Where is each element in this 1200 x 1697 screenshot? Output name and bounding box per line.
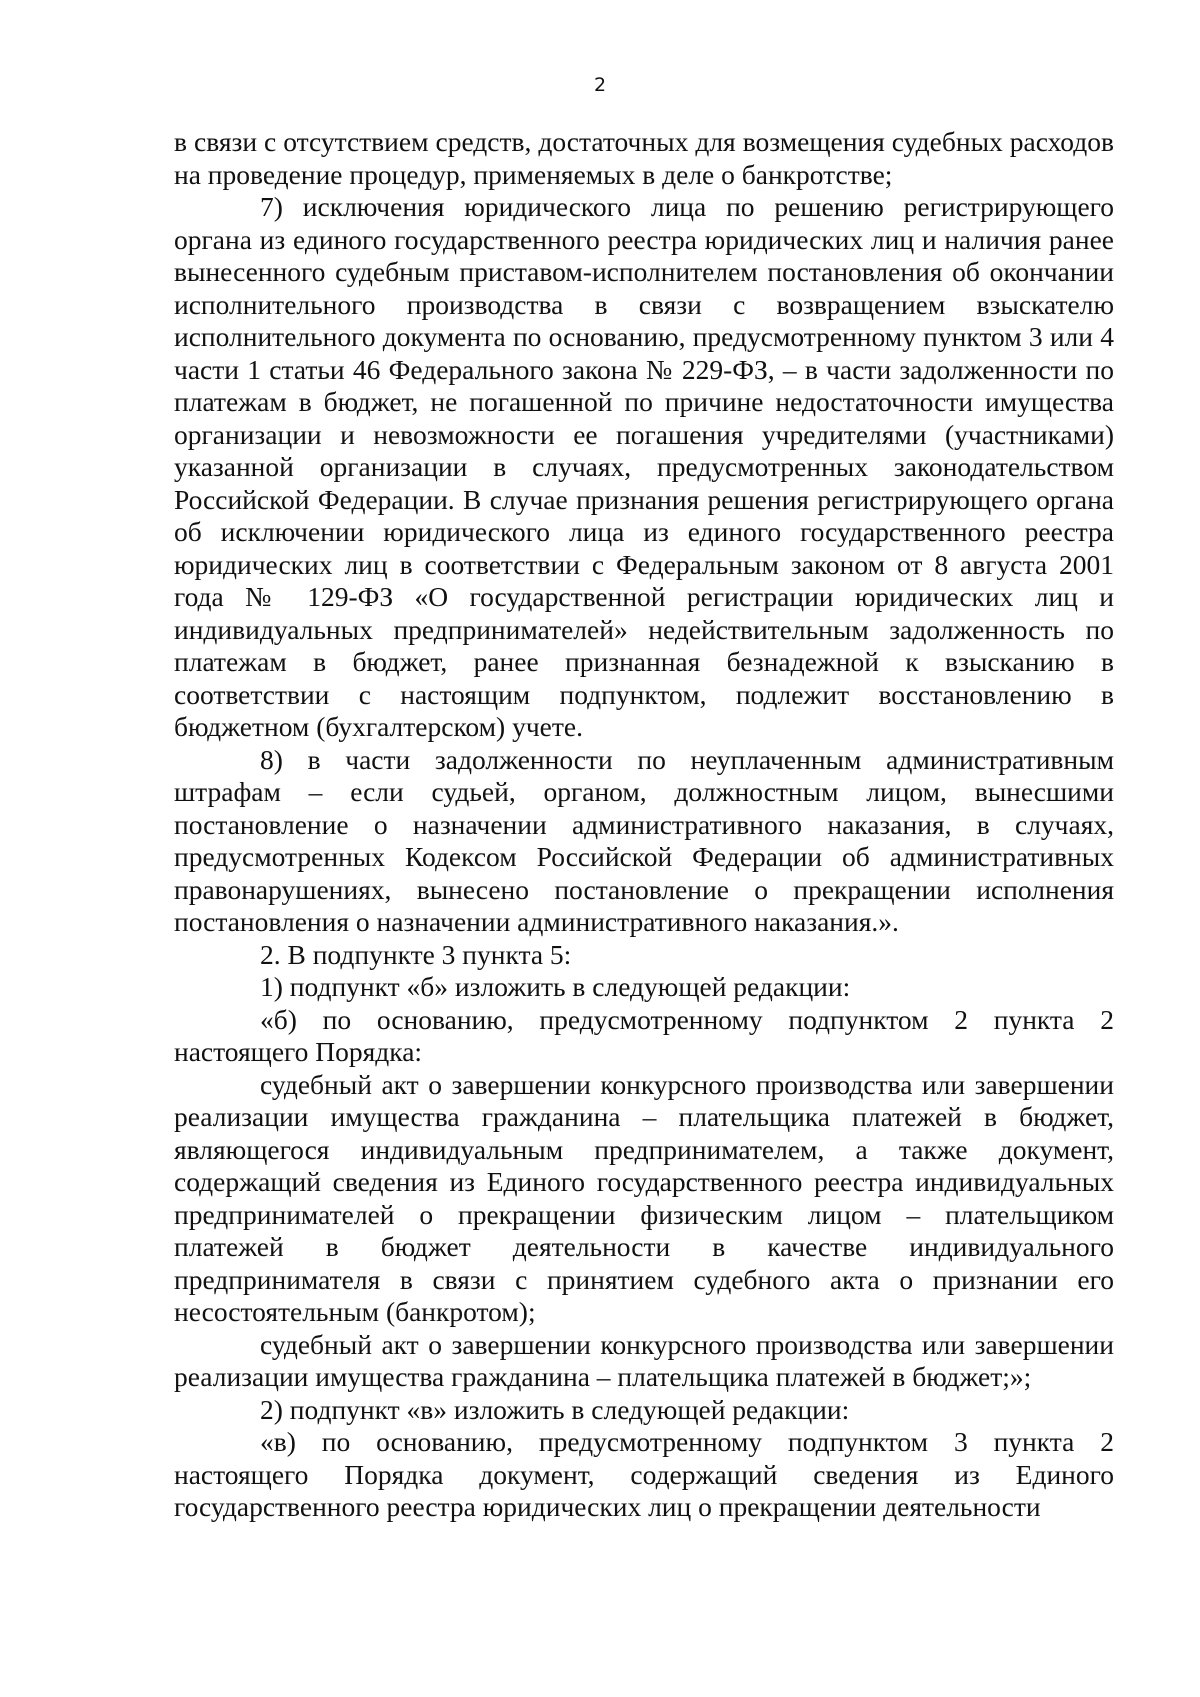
document-body <box>174 126 1114 1524</box>
paragraph-subitem-2: 2) подпункт «в» изложить в следующей редакции: <box>260 1393 850 1425</box>
paragraph-continuation: в связи с отсутствием средств, достаточных для возмещения судебных расходов на проведение процедур, применяемых в деле о банкротстве; <box>174 126 1114 190</box>
paragraph-item-8: 8) в части задолженности по неуплаченным административным штрафам – если судьей, органом, должностным лицом, вынесшими постановление о назначении административного наказания, в случаях, предусмотренных Кодексом Российской Федерации об административных правонарушениях, вынесено постановление о прекращении исполнения постановления о назначении административного наказания.». <box>174 743 1114 937</box>
paragraph-court-act-1: судебный акт о завершении конкурсного производства или завершении реализации имущества гражданина – плательщика платежей в бюджет, являющегося индивидуальным предпринимателем, а также документ, содержащий сведения из Единого государственного реестра индивидуальных предпринимателей о прекращении физическим лицом – плательщиком платежей в бюджет деятельности в качестве индивидуального предпринимателя в связи с принятием судебного акта о признании его несостоятельным (банкротом); <box>174 1068 1114 1327</box>
paragraph-subitem-1: 1) подпункт «б» изложить в следующей редакции: <box>260 971 851 1002</box>
paragraph-quote-b: «б) по основанию, предусмотренному подпунктом 2 пункта 2 настоящего Порядка: <box>174 1003 1114 1067</box>
paragraph-quote-v: «в) по основанию, предусмотренному подпунктом 3 пункта 2 настоящего Порядка документ, содержащий сведения из Единого государственного реестра юридических лиц о прекращении деятельности <box>174 1426 1114 1522</box>
paragraph-item-7: 7) исключения юридического лица по решению регистрирующего органа из единого государственного реестра юридических лиц и наличия ранее вынесенного судебным приставом-исполнителем постановления об окончании исполнительного производства в связи с возвращением взыскателю исполнительного документа по основанию, предусмотренному пунктом 3 или 4 части 1 статьи 46 Федерального закона № 229-ФЗ, – в части задолженности по платежам в бюджет, не погашенной по причине недостаточности имущества организации и невозможности ее погашения учредителями (участниками) указанной организации в случаях, предусмотренных законодательством Российской Федерации. В случае признания решения регистрирующего органа об исключении юридического лица из единого государственного реестра юридических лиц в соответствии с Федеральным законом от 8 августа 2001 года № 129-ФЗ «О государственной регистрации юридических лиц и индивидуальных предпринимателей» недействительным задолженность по платежам в бюджет, ранее признанная безнадежной к взысканию в соответствии с настоящим подпунктом, подлежит восстановлению в бюджетном (бухгалтерском) учете. <box>174 191 1114 742</box>
page-number: 2 <box>593 74 607 96</box>
paragraph-section-2: 2. В подпункте 3 пункта 5: <box>260 938 572 970</box>
paragraph-court-act-2: судебный акт о завершении конкурсного производства или завершении реализации имущества гражданина – плательщика платежей в бюджет;»; <box>174 1328 1114 1392</box>
